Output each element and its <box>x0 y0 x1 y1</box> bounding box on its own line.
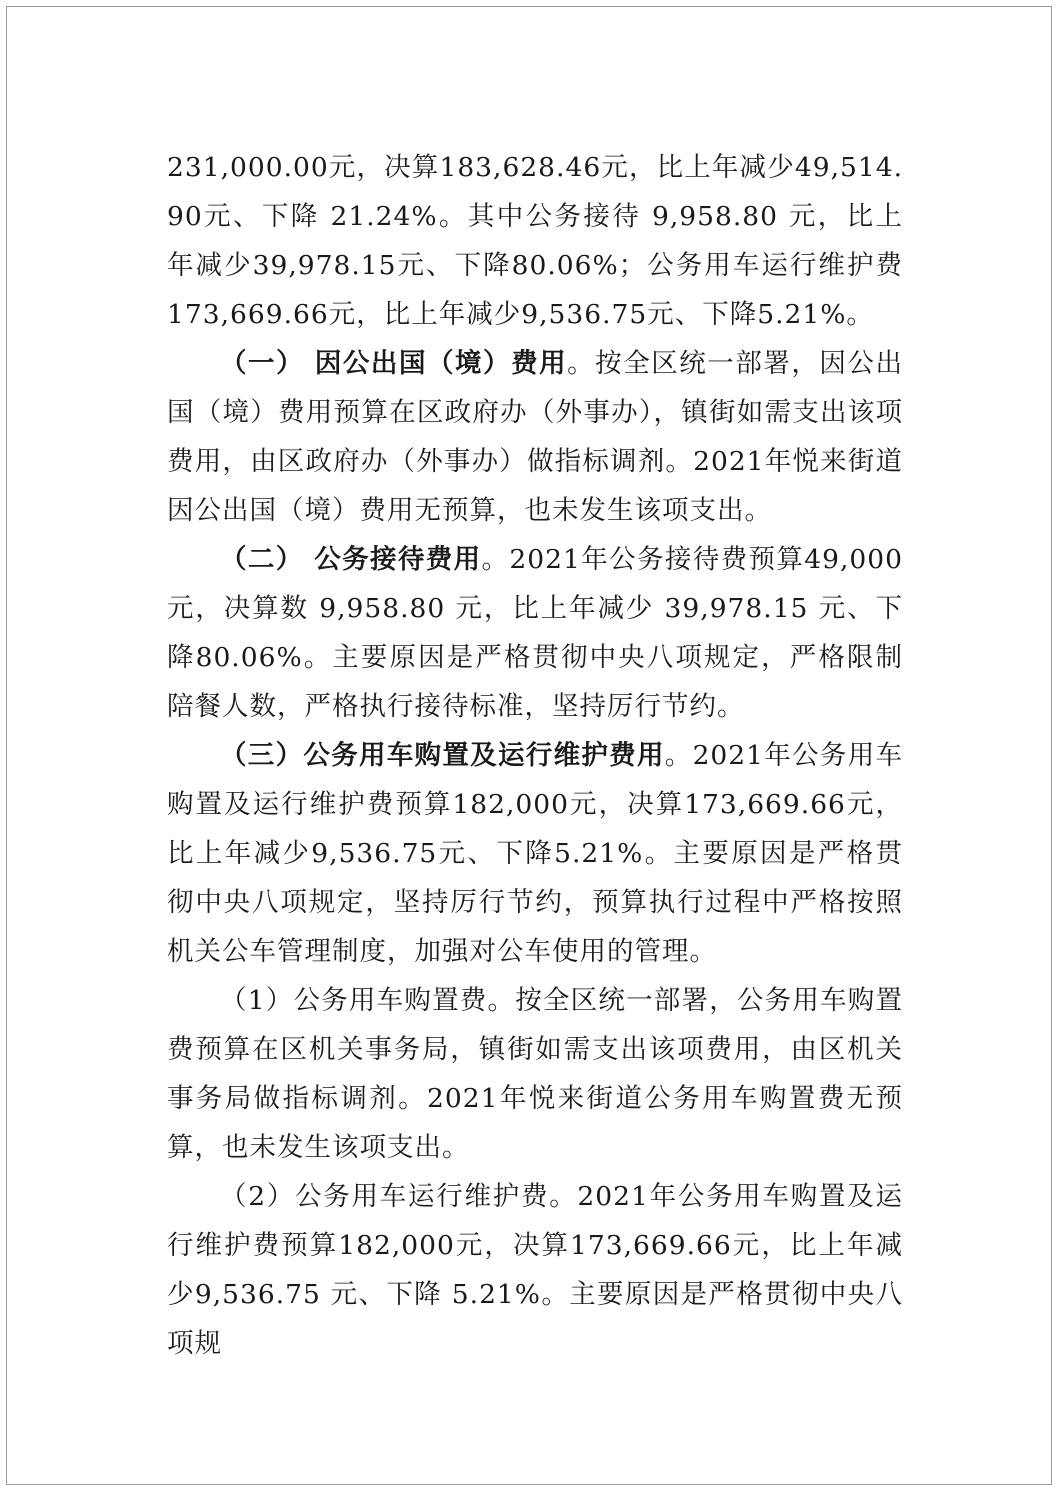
paragraph-text: 。2021年公务用车购置及运行维护费预算182,000元，决算173,669.66元，比上年减少9,536.75元、下降5.21%。主要原因是严格贯彻中央八项规定，坚持厉行节约，预算执行过程中严格按照机关公车管理制度，加强对公车使用的管理。 <box>167 740 903 967</box>
paragraph-vehicle-purchase <box>167 976 903 1172</box>
document-page <box>6 6 1052 1485</box>
paragraph-text: 。按全区统一部署，因公出国（境）费用预算在区政府办（外事办），镇街如需支出该项费用，由区政府办（外事办）做指标调剂。2021年悦来街道因公出国（境）费用无预算，也未发生该项支出。 <box>167 348 903 526</box>
paragraph-official-vehicles <box>167 731 903 976</box>
paragraph-text: 。2021年公务接待费预算49,000元，决算数 9,958.80 元，比上年减少 39,978.15 元、下降80.06%。主要原因是严格贯彻中央八项规定，严格限制陪餐人数，严格执行接待标准，坚持厉行节约。 <box>167 544 903 722</box>
paragraph-text: （1）公务用车购置费。按全区统一部署，公务用车购置费预算在区机关事务局，镇街如需支出该项费用，由区机关事务局做指标调剂。2021年悦来街道公务用车购置费无预算，也未发生该项支出。 <box>167 985 903 1163</box>
paragraph-text: 231,000.00元，决算183,628.46元，比上年减少49,514.90元、下降 21.24%。其中公务接待 9,958.80 元，比上年减少39,978.15元、下降80.06%；公务用车运行维护费173,669.66元，比上年减少9,536.75元、下降5.21%。 <box>167 152 903 330</box>
paragraph-summary <box>167 143 903 339</box>
paragraph-reception <box>167 535 903 731</box>
paragraph-text: （2）公务用车运行维护费。2021年公务用车购置及运行维护费预算182,000元，决算173,669.66元，比上年减少9,536.75 元、下降 5.21%。主要原因是严格贯彻中央八项规 <box>167 1181 903 1359</box>
paragraph-vehicle-maintenance <box>167 1172 903 1368</box>
section-heading-overseas-travel: （一） 因公出国（境）费用 <box>220 348 568 379</box>
section-heading-reception: （二） 公务接待费用 <box>220 544 482 575</box>
section-heading-official-vehicles: （三）公务用车购置及运行维护费用 <box>220 740 665 771</box>
paragraph-overseas-travel <box>167 339 903 535</box>
document-body <box>167 143 903 1368</box>
